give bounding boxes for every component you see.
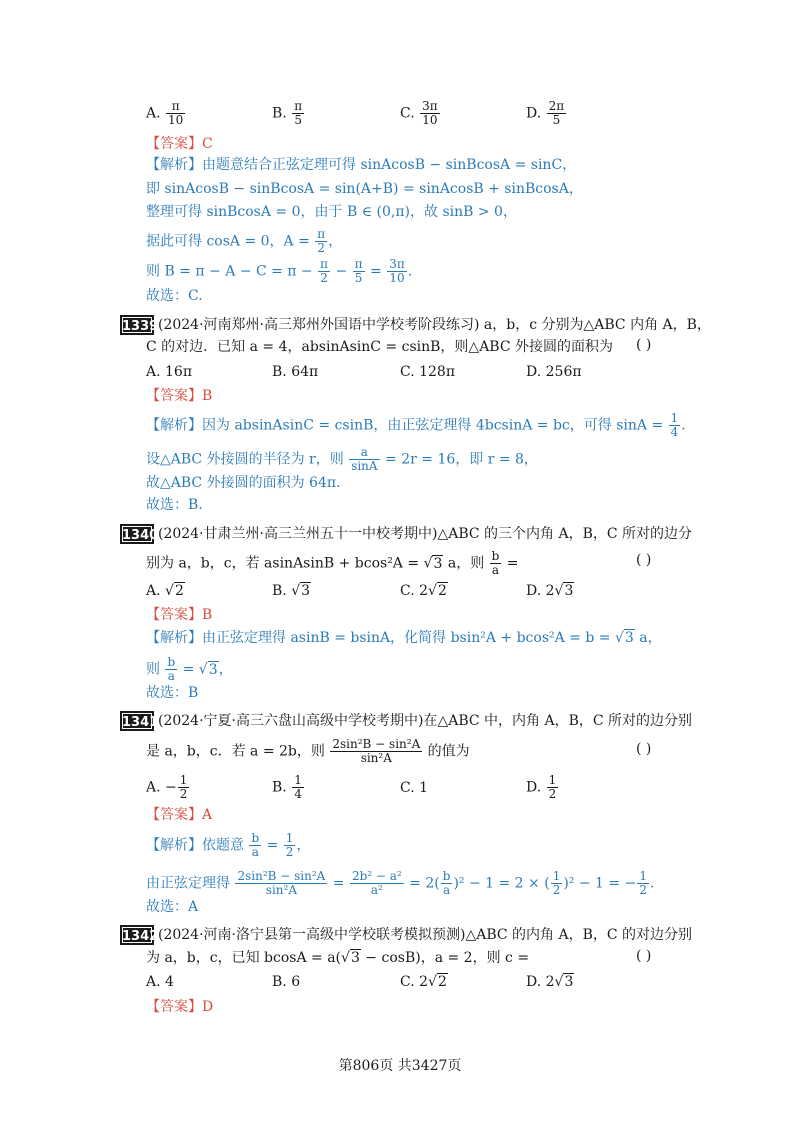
q1340-option-b: B. √3 [272, 583, 311, 599]
q1340-stem-line1: (2024·甘肃兰州·高三兰州五十一中校考期中)△ABC 的三个内角 A，B，C 所对的边分 [158, 526, 693, 542]
q1338-analysis-line3: 整理可得 sinBcosA = 0，由于 B ∈ (0,π)，故 sinB > 0， [146, 204, 517, 220]
q1340-stem-line2: 别为 a，b，c，若 asinAsinB + bcos²A = √3 a，则 $\frac{b}{a}$ = [146, 549, 519, 577]
page-footer: 第806页 共3427页 [338, 1058, 462, 1074]
q1340-option-d: D. 2√3 [526, 583, 574, 599]
q1339-number-badge: 1339 [120, 315, 154, 335]
q1341-option-c: C. 1 [400, 780, 429, 796]
q1342-options [146, 974, 666, 1004]
q1339-analysis-line1: 【解析】因为 absinAsinC = csinB，由正弦定理得 4bcsinA = bc，可得 sinA = $\frac{1}{4}$ . [146, 411, 686, 439]
q1338-analysis-line2: 即 sinAcosB − sinBcosA = sin(A+B) = sinAcosB + sinBcosA， [146, 181, 583, 197]
q1339-analysis-line3: 故△ABC 外接圆的面积为 64π. [146, 475, 341, 491]
q1339-options [146, 364, 666, 394]
q1341-conclusion: 故选：A [146, 899, 199, 915]
q1338-option-d: D. $\frac{2\pi}{5}$ [526, 99, 565, 127]
q1338-analysis-line4: 据此可得 cosA = 0，A = $\frac{\pi}{2}$ ， [146, 227, 343, 255]
q1340-analysis-line2: 则 $\frac{b}{a}$ = √3， [146, 655, 233, 683]
q1340-answer: 【答案】B [146, 607, 213, 623]
q1341-number-badge: 1341 [120, 711, 154, 731]
q1341-stem-line2: 是 a，b，c．若 a = 2b，则 $\frac{\text{2sin²B − sin²A}}{\text{sin²A}}$ 的值为 [146, 737, 470, 765]
q1339-answer-blank: ( ) [636, 337, 652, 353]
q1338-answer: 【答案】C [146, 136, 213, 152]
q1342-stem-line1: (2024·河南·洛宁县第一高级中学校联考模拟预测)△ABC 的内角 A，B，C 的对边分别 [158, 927, 693, 943]
q1341-answer: 【答案】A [146, 807, 213, 823]
q1342-option-c: C. 2√2 [400, 974, 447, 990]
q1341-option-a: A. − $\frac{1}{2}$ [146, 773, 188, 801]
q1342-number-badge: 1342 [120, 925, 154, 945]
q1341-stem-line1: (2024·宁夏·高三六盘山高级中学校考期中)在△ABC 中，内角 A，B，C 所对的边分别 [158, 713, 693, 729]
q1339-option-c: C. 128π [400, 364, 456, 380]
q1339-option-d: D. 256π [526, 364, 582, 380]
q1340-analysis-line1: 【解析】由正弦定理得 asinB = bsinA，化简得 bsin²A + bcos²A = b = √3 a， [146, 630, 662, 646]
q1339-conclusion: 故选：B. [146, 497, 203, 513]
q1340-option-a: A. √2 [146, 583, 184, 599]
q1342-option-b: B. 6 [272, 974, 301, 990]
q1341-analysis-line2: 由正弦定理得 $\frac{\text{2sin²B − sin²A}}{\text{sin²A}}$ = $\frac{\text{2b² − a²}}{\text{a²}}$ = 2( $\frac{b}{a}$ )² − 1 = 2 × ( $\frac{1}{2}$ )² − 1 = − $\frac{1}{2}$ . [146, 869, 655, 897]
q1338-option-b: B. $\frac{\pi}{5}$ [272, 99, 303, 127]
q1340-option-c: C. 2√2 [400, 583, 447, 599]
q1338-option-c: C. $\frac{3\pi}{10}$ [400, 99, 438, 127]
q1338-conclusion: 故选：C. [146, 288, 203, 304]
q1342-option-d: D. 2√3 [526, 974, 574, 990]
q1342-answer-blank: ( ) [636, 948, 652, 964]
q1341-option-d: D. $\frac{1}{2}$ [526, 773, 557, 801]
q1339-stem-line2: C 的对边．已知 a = 4，absinAsinC = csinB，则△ABC 外接圆的面积为 [146, 339, 614, 355]
q1341-analysis-line1: 【解析】依题意 $\frac{b}{a}$ = $\frac{1}{2}$ ， [146, 831, 311, 859]
q1338-analysis-line1: 【解析】由题意结合正弦定理可得 sinAcosB − sinBcosA = sinC， [146, 157, 577, 173]
q1338-analysis-line5: 则 B = π − A − C = π − $\frac{\pi}{2}$ − $\frac{\pi}{5}$ = $\frac{3\pi}{10}$ . [146, 257, 413, 285]
q1341-answer-blank: ( ) [636, 741, 652, 757]
q1342-answer: 【答案】D [146, 999, 214, 1015]
q1342-stem-line2: 为 a，b，c，已知 bcosA = a(√3 − cosB)，a = 2，则 c = [146, 950, 530, 966]
q1339-option-a: A. 16π [146, 364, 193, 380]
q1338-options [146, 100, 666, 130]
q1338-option-a: A. $\frac{\pi}{10}$ [146, 99, 184, 127]
q1339-answer: 【答案】B [146, 388, 213, 404]
q1341-option-b: B. $\frac{1}{4}$ [272, 773, 302, 801]
q1339-stem-line1: (2024·河南郑州·高三郑州外国语中学校考阶段练习) a，b，c 分别为△ABC 内角 A，B， [158, 317, 711, 333]
q1341-options [146, 774, 666, 804]
q1339-analysis-line2: 设△ABC 外接圆的半径为 r，则 $\frac{a}{\sin A}$ = 2r = 16，即 r = 8， [146, 445, 538, 473]
q1340-options [146, 583, 666, 613]
q1340-conclusion: 故选：B [146, 685, 199, 701]
q1340-number-badge: 1340 [120, 524, 154, 544]
q1339-option-b: B. 64π [272, 364, 319, 380]
q1342-option-a: A. 4 [146, 974, 174, 990]
q1340-answer-blank: ( ) [636, 552, 652, 568]
